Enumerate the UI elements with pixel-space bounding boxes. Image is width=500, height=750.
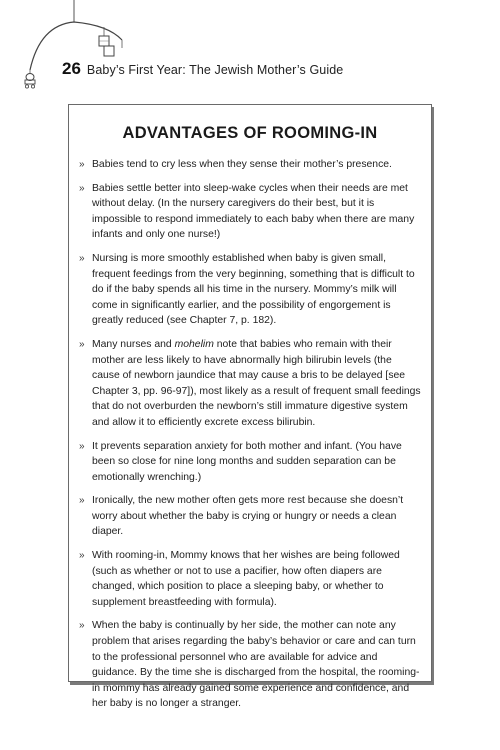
baby-mobile-illustration — [0, 0, 140, 100]
list-item-text: With rooming-in, Mommy knows that her wishes are being followed (such as whether or not to use a pacifier, how often diapers are changed, which position to place a sleeping baby, or whether to supplement breastfeeding with formula). — [92, 550, 400, 608]
list-item-text-before: Many nurses and — [92, 338, 175, 350]
list-item — [79, 181, 421, 243]
sidebar-title: ADVANTAGES OF ROOMING-IN — [122, 124, 378, 142]
list-item — [79, 493, 421, 540]
list-item — [79, 618, 421, 712]
list-item-text: Babies tend to cry less when they sense their mother’s presence. — [92, 159, 392, 170]
running-header — [62, 59, 343, 79]
list-item-text: When the baby is continually by her side, the mother can note any problem that arises regarding the baby’s behavior or care and can turn to the professional personnel who are available for advice and guidance. By the time she is discharged from the hospital, the rooming-in mommy has already gained some experience and confidence, and her baby is no longer a stranger. — [92, 620, 420, 710]
bullet-marker: » — [79, 159, 85, 170]
running-title: Baby’s First Year: The Jewish Mother’s Guide — [86, 63, 344, 77]
list-item — [79, 548, 421, 610]
bullet-marker: » — [79, 495, 85, 507]
list-item — [79, 157, 421, 173]
advantages-sidebar-box — [68, 104, 432, 710]
advantages-list — [79, 157, 421, 712]
list-item — [79, 439, 421, 486]
bullet-marker: » — [79, 440, 85, 452]
bullet-marker: » — [79, 620, 85, 632]
list-item — [79, 337, 421, 431]
list-item-text: Babies settle better into sleep-wake cycles when their needs are met without delay. (In the nursery caregivers do their best, but it is impossible to respond immediately to each baby when there are many infants and only one nurse!) — [92, 182, 415, 241]
bullet-marker: » — [79, 338, 85, 350]
bullet-marker: » — [79, 182, 85, 194]
list-item-text: Nursing is more smoothly established when baby is given small, frequent feedings from the very beginning, something that is difficult to do if the baby spends all his time in the nursery. Mommy’s milk will come in significantly earlier, and the possibility of engorgement is greatly reduced (see Chapter 7, p. 182). — [92, 252, 415, 327]
bullet-marker: » — [79, 550, 85, 562]
list-item-text-after: note that babies who remain with their mother are less likely to have abnormally high bilirubin levels (the cause of newborn jaundice that may cause a bris to be delayed [see Chapter 3, pp. 96-97]), most likely as a result of frequent small feedings that do not overburden the newborn’s still immature digestive system and allow it to efficiently excrete excess bilirubin. — [92, 338, 421, 428]
list-item-text: It prevents separation anxiety for both mother and infant. (You have been so close for nine long months and sudden separation can be emotionally wrenching.) — [92, 440, 402, 483]
list-item-emphasis: mohelim — [174, 338, 214, 350]
list-item-text: Ironically, the new mother often gets more rest because she doesn’t worry about whether the baby is crying or hungry or needs a clean diaper. — [92, 495, 404, 538]
page-number: 26 — [62, 59, 81, 78]
bullet-marker: » — [79, 252, 85, 264]
list-item — [79, 251, 421, 329]
